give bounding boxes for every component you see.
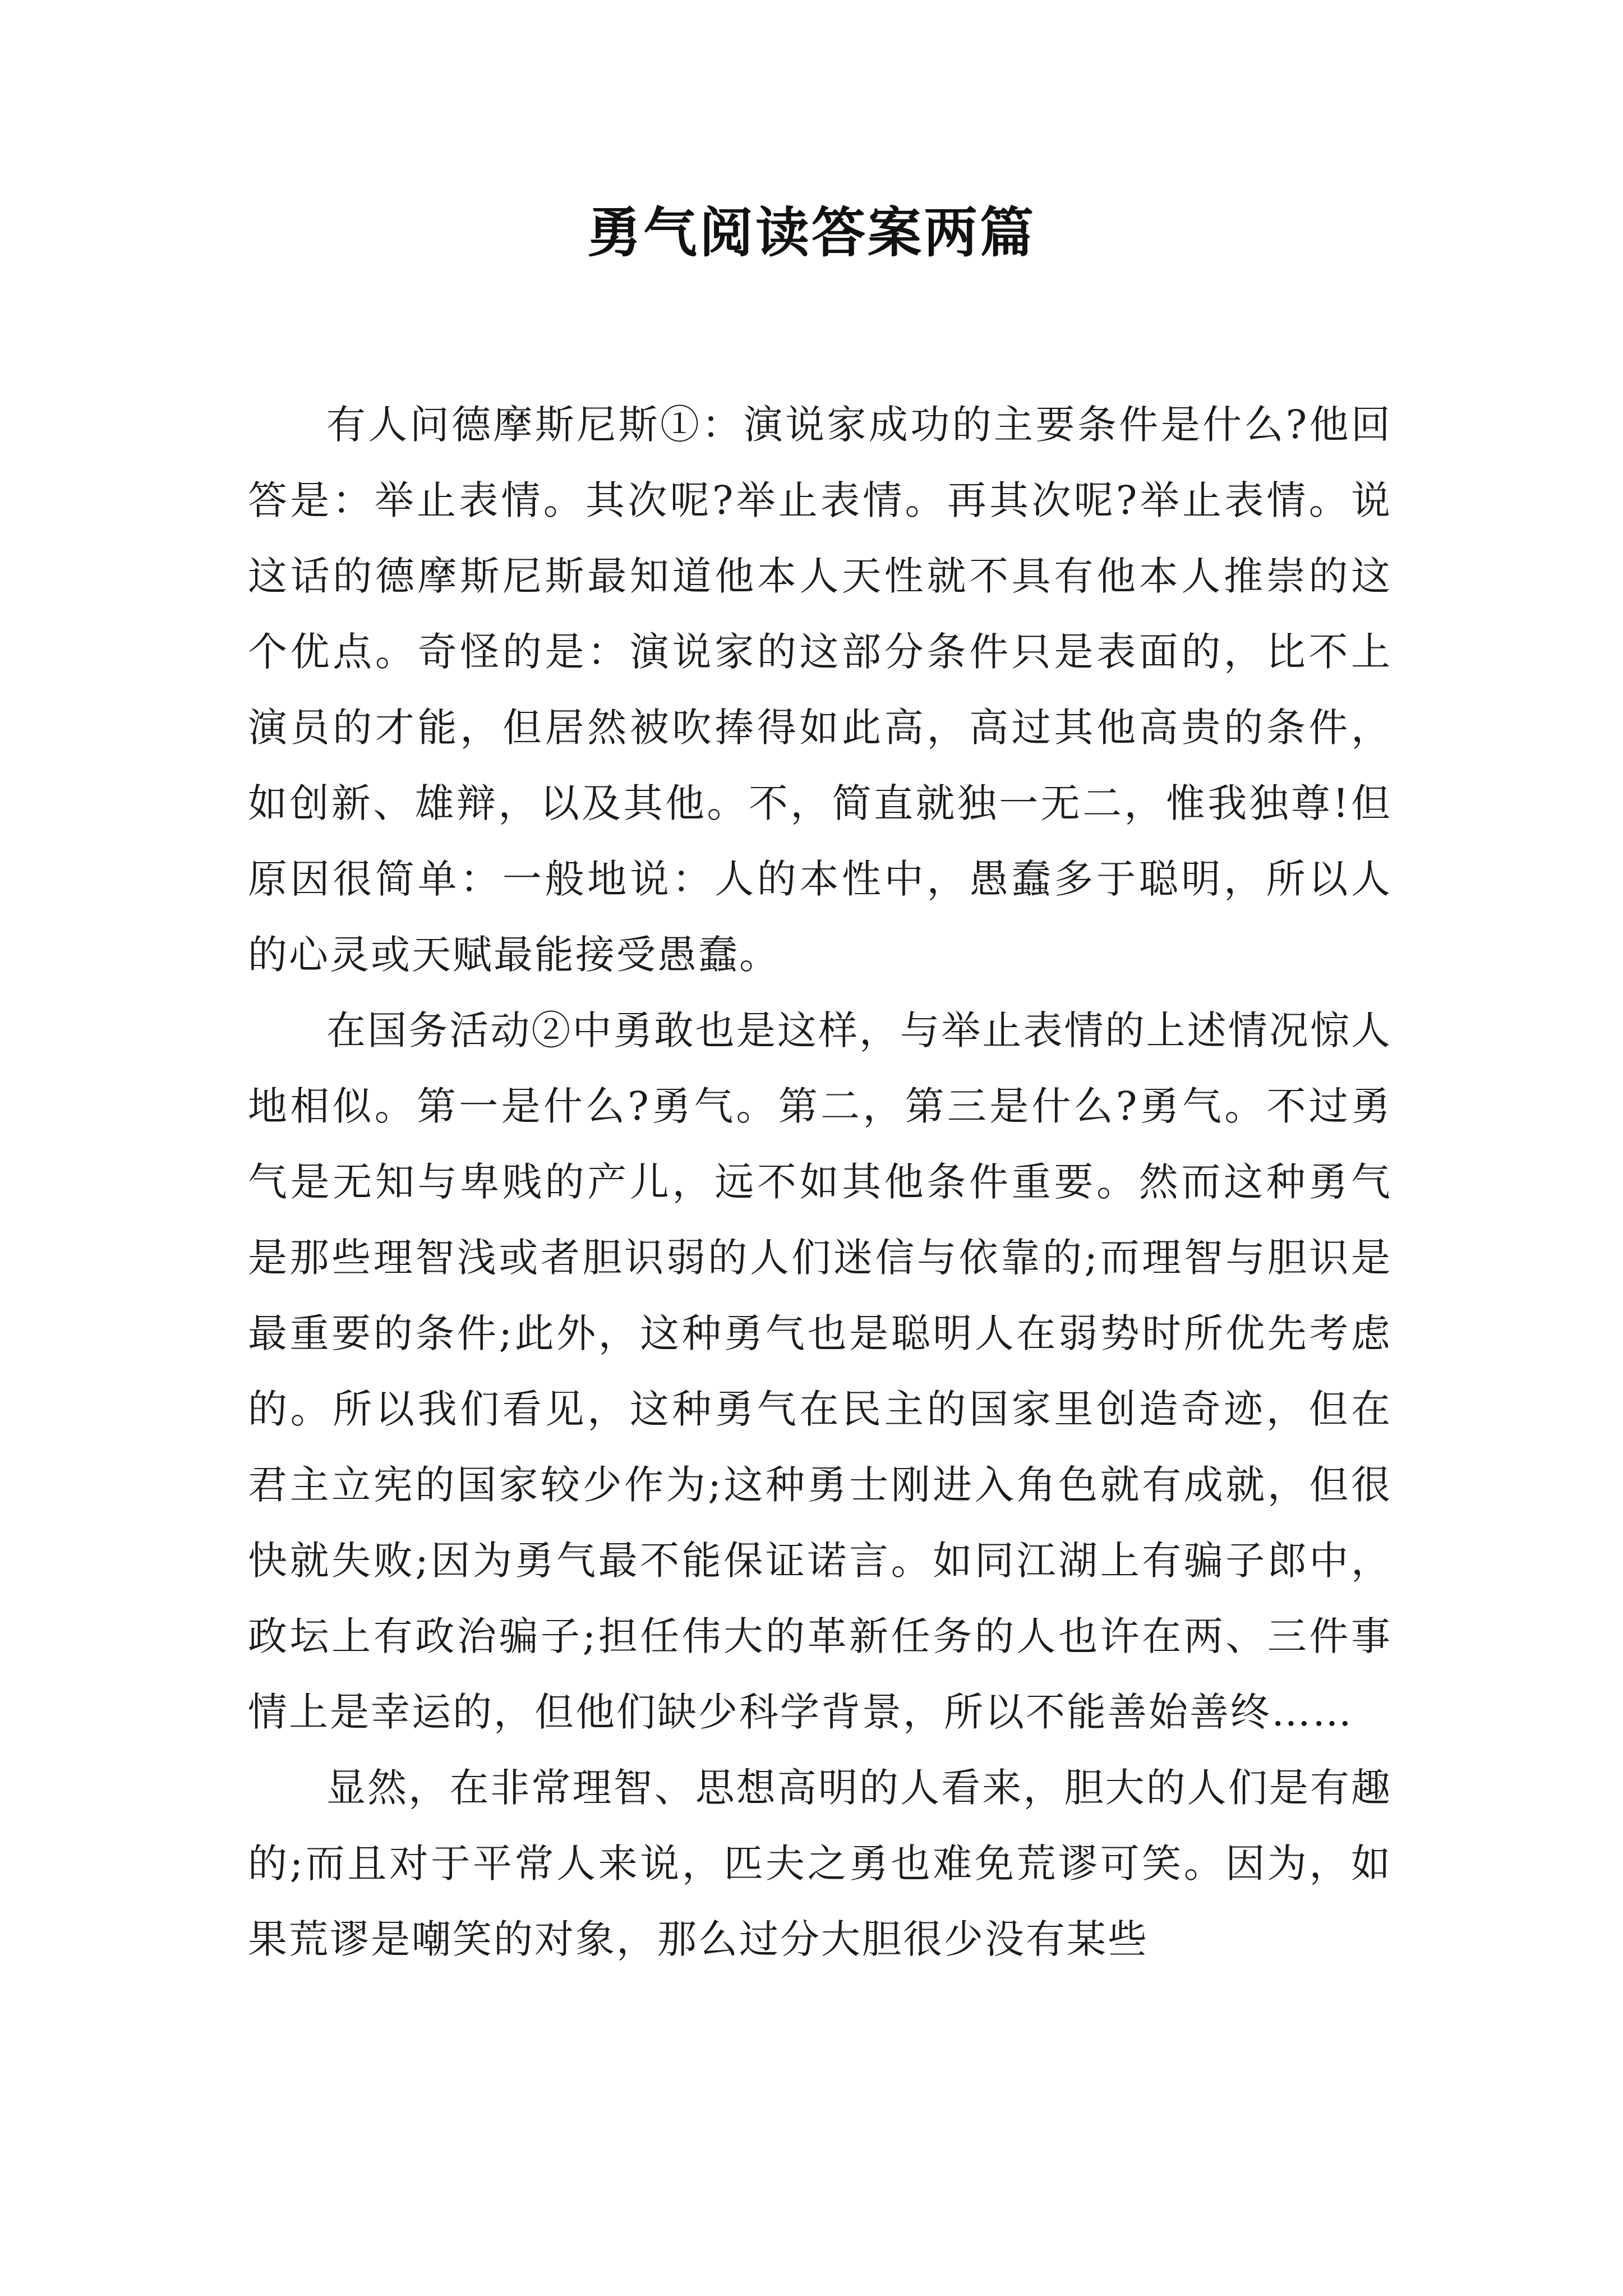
paragraph-2: 在国务活动②中勇敢也是这样，与举止表情的上述情况惊人地相似。第一是什么?勇气。第二，第三是什么?勇气。不过勇气是无知与卑贱的产儿，远不如其他条件重要。然而这种勇气是那些理智浅或者胆识弱的人们迷信与依靠的;而理智与胆识是最重要的条件;此外，这种勇气也是聪明人在弱势时所优先考虑的。所以我们看见，这种勇气在民主的国家里创造奇迹，但在君主立宪的国家较少作为;这种勇士刚进入角色就有成就，但很快就失败;因为勇气最不能保证诺言。如同江湖上有骗子郎中，政坛上有政治骗子;担任伟大的革新任务的人也许在两、三件事情上是幸运的，但他们缺少科学背景，所以不能善始善终…… [248,1007,1392,1735]
document-body [248,387,1392,1977]
document-title: 勇气阅读答案两篇 [587,201,1036,264]
paragraph-3: 显然，在非常理智、思想高明的人看来，胆大的人们是有趣的;而且对于平常人来说，匹夫之勇也难免荒谬可笑。因为，如果荒谬是嘲笑的对象，那么过分大胆很少没有某些 [248,1765,1392,1962]
paragraph-1: 有人问德摩斯尼斯①：演说家成功的主要条件是什么?他回答是：举止表情。其次呢?举止表情。再其次呢?举止表情。说这话的德摩斯尼斯最知道他本人天性就不具有他本人推崇的这个优点。奇怪的是：演说家的这部分条件只是表面的，比不上演员的才能，但居然被吹捧得如此高，高过其他高贵的条件，如创新、雄辩，以及其他。不，简直就独一无二，惟我独尊!但原因很简单：一般地说：人的本性中，愚蠢多于聪明，所以人的心灵或天赋最能接受愚蠢。 [248,402,1392,978]
